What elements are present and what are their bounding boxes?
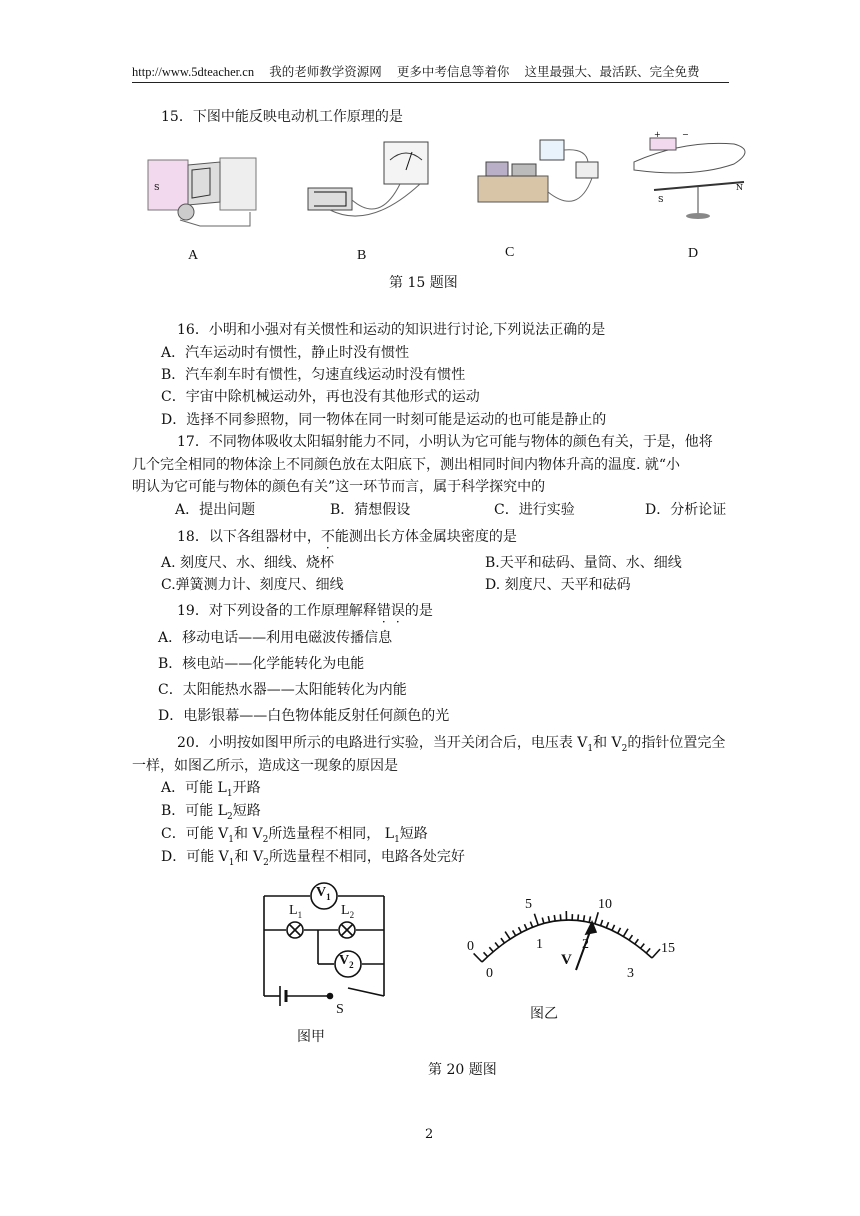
q15-label-a: A (188, 248, 199, 263)
q20-lamp-l1-label (289, 903, 302, 920)
q20-v1-sub: 1 (326, 891, 331, 902)
dial-tick (584, 915, 585, 921)
dial-inner-label-2: 2 (582, 937, 589, 952)
q20-v2-sub: 2 (349, 959, 354, 970)
q20-option-c-sub-2: 2 (262, 834, 269, 845)
q20-l1-sub: 1 (297, 909, 303, 920)
q20-option-a-tail: 开路 (232, 780, 261, 796)
svg-text:N: N (736, 183, 743, 192)
dial-inner-label-3: 3 (627, 966, 634, 981)
dial-inner-label-1: 1 (536, 937, 543, 952)
dial-tick (629, 935, 632, 940)
q20-line-1-b: 和 V (593, 735, 622, 751)
svg-text:−: − (682, 130, 689, 139)
header-info: 更多中考信息等着你 (396, 65, 510, 79)
q16-option-b: B．汽车刹车时有惯性，匀速直线运动时没有惯性 (161, 367, 466, 383)
q20-option-d-mid: 和 V (234, 849, 264, 865)
q20-v2-text: V (339, 953, 350, 968)
q20-option-b (161, 800, 261, 822)
q20-figure-b-label: 图乙 (530, 1006, 558, 1022)
dial-tick (623, 929, 628, 937)
q18-stem-pre: 18．以下各组器材中， (177, 529, 321, 545)
q15-figure-c (468, 136, 608, 220)
q19-stem (177, 600, 433, 620)
q18-stem (177, 526, 517, 546)
header-slogan: 这里最强大、最活跃、完全免费 (524, 65, 700, 79)
q20-option-a-text: A．可能 L (161, 780, 227, 796)
q20-voltmeter-v1-label (316, 885, 331, 902)
svg-text:+: + (654, 130, 661, 139)
dial-tick (646, 948, 650, 953)
q20-option-c-sub-1: 1 (228, 834, 235, 845)
q15-label-c: C (505, 245, 515, 260)
page-number: 2 (425, 1127, 434, 1142)
dial-tick (595, 912, 598, 924)
q19-stem-post: 的是 (404, 603, 433, 619)
header-url: http://www.5dteacher.cn (132, 65, 255, 79)
q15-figure-a (140, 140, 260, 232)
q20-option-a (161, 777, 261, 799)
dial-tick (578, 914, 579, 920)
dial-tick (554, 915, 555, 921)
q20-option-c-tail: 短路 (399, 826, 428, 842)
dial-tick (484, 952, 488, 956)
dial-outer-label-5: 5 (525, 897, 532, 912)
q20-option-c-sub-3: 1 (394, 834, 400, 845)
q17-option-b: B．猜想假设 (330, 502, 411, 518)
q19-stem-pre: 19．对下列设备的工作原理解释 (177, 603, 377, 619)
dial-tick (524, 924, 527, 929)
q15-figure-b (300, 140, 430, 232)
dial-tick (542, 918, 544, 924)
dial-tick (534, 914, 538, 925)
q17-option-a: A．提出问题 (175, 502, 256, 518)
q20-switch-label: S (336, 1002, 344, 1017)
q20-v1-text: V (316, 885, 327, 900)
q16-option-a: A．汽车运动时有惯性，静止时没有惯性 (161, 345, 410, 361)
q18-stem-emphasis: 不 (320, 529, 335, 545)
q20-option-a-sub: 1 (226, 788, 233, 799)
dial-tick (495, 942, 499, 947)
dial-tick (519, 927, 522, 932)
q20-option-b-sub: 2 (227, 811, 233, 822)
dial-outer-label-0: 0 (467, 939, 474, 954)
q15-stem: 15．下图中能反映电动机工作原理的是 (161, 109, 403, 125)
dial-tick (548, 916, 549, 922)
dial-unit-label: V (561, 952, 572, 968)
header-site: 我的老师教学资源网 (269, 65, 382, 79)
q20-l2-sub: 2 (349, 909, 355, 920)
dial-tick (635, 939, 639, 944)
dial-tick (513, 930, 516, 935)
q19-option-a: A．移动电话——利用电磁波传播信息 (158, 630, 393, 646)
svg-text:S: S (154, 183, 160, 192)
q20-lamp-l2-label (341, 903, 354, 920)
q20-option-d-sub-2: 2 (263, 857, 269, 868)
q15-figure-d (624, 130, 764, 226)
dial-tick (601, 920, 603, 926)
dial-tick (641, 944, 645, 949)
q20-option-b-tail: 短路 (232, 803, 261, 819)
q20-option-c-mid-2: 所选量程不相同， L (268, 826, 395, 842)
dial-inner-label-0: 0 (486, 966, 493, 981)
q20-l2-text: L (341, 903, 350, 918)
q20-sub-1: 1 (587, 743, 594, 754)
q20-option-c (161, 823, 428, 845)
q20-option-d-text: D．可能 V (161, 849, 229, 865)
dial-tick (501, 938, 505, 943)
q20-line-1 (177, 732, 725, 754)
q16-option-d: D．选择不同参照物，同一物体在同一时刻可能是运动的也可能是静止的 (161, 412, 607, 428)
q19-stem-emphasis-1: 错 (376, 603, 391, 619)
q16-stem: 16．小明和小强对有关惯性和运动的知识进行讨论,下列说法正确的是 (177, 322, 606, 338)
q20-line-2: 一样，如图乙所示，造成这一现象的原因是 (132, 758, 398, 774)
q20-figure-a-label: 图甲 (297, 1029, 325, 1045)
dial-tick (606, 922, 608, 928)
q19-option-d: D．电影银幕——白色物体能反射任何颜色的光 (158, 708, 450, 724)
q20-option-d-tail: 所选量程不相同，电路各处完好 (268, 849, 465, 865)
dial-tick (652, 949, 660, 958)
dial-outer-label-10: 10 (598, 897, 612, 912)
q17-line-2: 几个完全相同的物体涂上不同颜色放在太阳底下，测出相同时间内物体升高的温度. 就“小 (132, 457, 681, 473)
q20-option-b-text: B．可能 L (161, 803, 228, 819)
dial-tick (489, 947, 493, 952)
q20-option-d-sub-1: 1 (228, 857, 235, 868)
dial-outer-label-15: 15 (661, 941, 675, 956)
q20-sub-2: 2 (621, 743, 628, 754)
q19-option-c: C．太阳能热水器——太阳能转化为内能 (158, 682, 407, 698)
q15-caption: 第 15 题图 (389, 275, 458, 291)
dial-tick (612, 925, 615, 930)
q19-option-b: B．核电站——化学能转化为电能 (158, 656, 365, 672)
q18-option-c: C.弹簧测力计、刻度尺、细线 (161, 577, 344, 593)
dial-tick (530, 922, 532, 928)
dial-tick (505, 932, 510, 940)
dial-tick (618, 928, 621, 933)
q17-line-3: 明认为它可能与物体的颜色有关”这一环节而言，属于科学探究中的 (132, 479, 546, 495)
q18-stem-post: 能测出长方体金属块密度的是 (334, 529, 517, 545)
q20-voltmeter-dial (460, 892, 680, 984)
q17-line-1: 17．不同物体吸收太阳辐射能力不同，小明认为它可能与物体的颜色有关，于是，他将 (177, 434, 713, 450)
q18-option-d: D. 刻度尺、天平和砝码 (485, 577, 631, 593)
q20-l1-text: L (289, 903, 298, 918)
q15-label-b: B (357, 248, 367, 263)
q20-option-c-text: C．可能 V (161, 826, 229, 842)
q19-stem-emphasis-2: 误 (390, 603, 405, 619)
page-header (132, 62, 729, 83)
dial-tick (560, 914, 561, 920)
q20-option-c-mid: 和 V (234, 826, 263, 842)
q17-option-c: C．进行实验 (494, 502, 575, 518)
q20-voltmeter-v2-label (339, 953, 354, 970)
q15-label-d: D (688, 246, 699, 261)
q17-option-d: D．分析论证 (645, 502, 727, 518)
q20-option-d (161, 846, 465, 868)
svg-text:S: S (658, 195, 664, 204)
q20-line-1-a: 20．小明按如图甲所示的电路进行实验，当开关闭合后，电压表 V (177, 735, 588, 751)
q20-line-1-c: 的指针位置完全 (627, 735, 726, 751)
q18-option-a: A. 刻度尺、水、细线、烧杯 (161, 555, 335, 571)
q18-option-b: B.天平和砝码、量筒、水、细线 (485, 555, 682, 571)
q16-option-c: C．宇宙中除机械运动外，再也没有其他形式的运动 (161, 389, 480, 405)
dial-tick (589, 916, 590, 922)
dial-tick (474, 953, 482, 962)
q20-caption: 第 20 题图 (428, 1062, 497, 1078)
